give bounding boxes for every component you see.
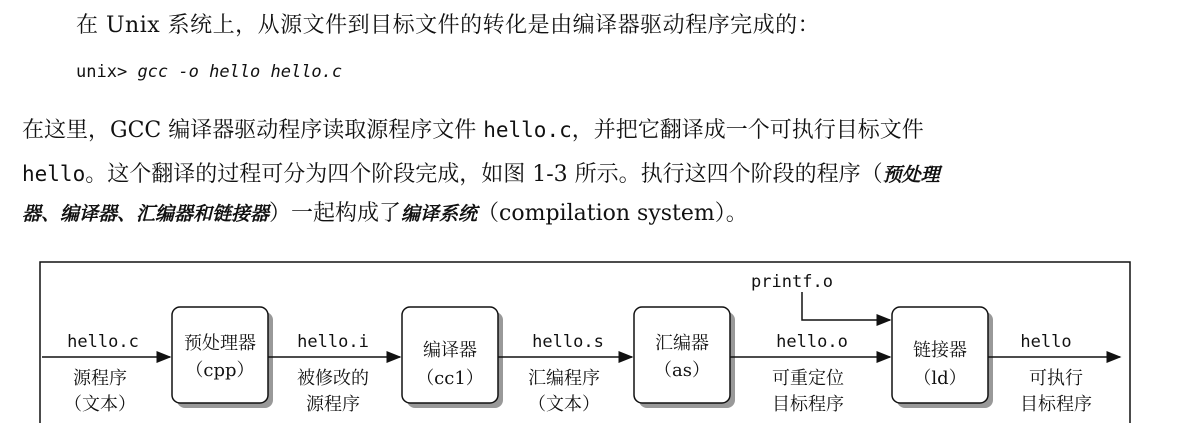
edge-file-label: hello.i — [297, 332, 369, 352]
stage-box-cpp — [172, 307, 273, 408]
output-desc: 目标程序 — [1020, 394, 1092, 415]
edge-desc: 目标程序 — [772, 394, 844, 415]
edge-desc: 源程序 — [306, 394, 360, 415]
emphasis-text: 器、编译器、汇编器和链接器 — [22, 203, 270, 225]
arrow-printf — [802, 292, 890, 320]
edge-desc: 汇编程序 — [528, 368, 600, 389]
emphasis-text: 预处理 — [882, 164, 940, 186]
stage-tool: （ld） — [913, 368, 967, 389]
edge-file-label: hello.o — [776, 332, 848, 352]
input-desc: 源程序 — [73, 368, 127, 389]
paragraph-text: 。这个翻译的过程可分为四个阶段完成，如图 1-3 所示。执行这四个阶段的程序（ — [85, 162, 883, 187]
stage-box-ld — [892, 307, 993, 408]
stage-name: 编译器 — [423, 340, 477, 361]
command-args: gcc -o hello hello.c — [137, 62, 343, 82]
intro-text: 在 Unix 系统上，从源文件到目标文件的转化是由编译器驱动程序完成的： — [76, 13, 821, 38]
extra-input-label: printf.o — [751, 272, 833, 292]
edge-desc: 被修改的 — [297, 368, 369, 389]
stage-tool: （cpp） — [185, 360, 255, 381]
edge-desc: （文本） — [528, 394, 600, 415]
output-file-label: hello — [1020, 332, 1072, 352]
command-prompt: unix> — [76, 62, 128, 82]
stage-name: 汇编器 — [655, 333, 709, 354]
edge-desc: 可重定位 — [772, 368, 844, 389]
paragraph-text: （compilation system）。 — [477, 201, 748, 226]
stage-box-as — [634, 307, 735, 408]
output-desc: 可执行 — [1029, 368, 1083, 389]
stage-name: 预处理器 — [184, 333, 256, 354]
paragraph-text: ，并把它翻译成一个可执行目标文件 — [571, 118, 924, 143]
code-filename: hello.c — [483, 118, 572, 142]
stage-tool: （as） — [654, 360, 710, 381]
paragraph-text: 在这里，GCC 编译器驱动程序读取源程序文件 — [22, 118, 484, 143]
paragraph-text: ）一起构成了 — [269, 201, 402, 226]
emphasis-term: 编译系统 — [401, 203, 478, 225]
stage-tool: （cc1） — [416, 368, 484, 389]
stage-name: 链接器 — [913, 340, 967, 361]
input-file-label: hello.c — [67, 332, 139, 352]
stage-box-cc1 — [402, 307, 503, 408]
edge-file-label: hello.s — [532, 332, 604, 352]
code-filename: hello — [22, 162, 86, 186]
input-desc: （文本） — [64, 394, 136, 415]
